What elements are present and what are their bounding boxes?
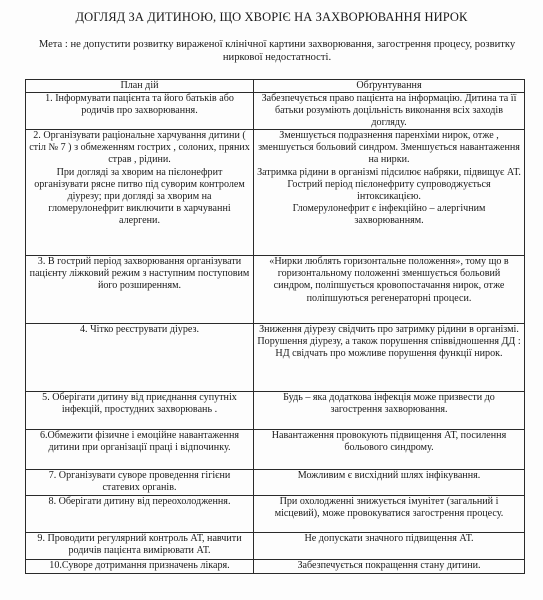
reason-cell: Забезпечується покращення стану дитини. [254,560,525,574]
plan-cell: 7. Організувати суворе проведення гігієни статевих органів. [26,470,254,496]
table-row [26,560,525,574]
table-row [26,496,525,533]
table-row [26,392,525,430]
reason-cell [254,324,525,392]
care-plan-table [25,79,525,574]
reason-cell: Не допускати значного підвищення АТ. [254,533,525,560]
table-row [26,130,525,256]
header-plan: План дій [26,80,254,93]
plan-cell [26,130,254,256]
reason-cell: «Нирки люблять горизонтальне положення», тому що в горизонтальному положенні зменшується больовий синдром, поліпшується кровопостачання нирок, отже поліпшуються регенераторні процеси. [254,256,525,324]
plan-cell: 10.Суворе дотримання призначень лікаря. [26,560,254,574]
plan-cell: 6.Обмежити фізичне і емоційне навантаження дитини при організації праці і відпочинку. [26,430,254,470]
cell-paragraph: Затримка рідини в організмі підсилює набряки, підвищує АТ. [257,166,521,178]
document-title: ДОГЛЯД ЗА ДИТИНОЮ, ЩО ХВОРІЄ НА ЗАХВОРЮВАННЯ НИРОК [75,10,468,24]
cell-paragraph: Зменшується подразнення паренхіми нирок, отже , зменшується больовий синдром. Зменшується навантаження на нирки. [258,130,520,166]
cell-paragraph: При догляді за хворим на пієлонефрит організувати рясне питво під суворим контролем діурезу; при догляді за хворим на гломерулонефрит виключити в харчуванні алергени. [34,166,245,226]
table-row [26,533,525,560]
table-row [26,324,525,392]
reason-cell: Забезпечується право пацієнта на інформацію. Дитина та її батьки розуміють доцільність виконання всіх заходів догляду. [254,93,525,130]
plan-cell: 9. Проводити регулярний контроль АТ, навчити родичів пацієнта вимірювати АТ. [26,533,254,560]
reason-cell: Будь – яка додаткова інфекція може призвести до загострення захворювання. [254,392,525,430]
plan-cell: 4. Чітко реєструвати діурез. [26,324,254,392]
cell-paragraph: 2. Організувати раціональне харчування дитини ( стіл № 7 ) з обмеженням гострих , солоних, пряних страв , рідини. [29,130,250,166]
reason-cell: Навантаження провокують підвищення АТ, посилення больового синдрому. [254,430,525,470]
header-reason: Обґрунтування [254,80,525,93]
reason-cell: При охолодженні знижується імунітет (загальний і місцевий), може провокуватися загострення процесу. [254,496,525,533]
plan-cell: 5. Оберігати дитину від приєднання супутніх інфекцій, простудних захворювань . [26,392,254,430]
document-goal: Мета : не допустити розвитку вираженої клінічної картини захворювання, загострення процесу, розвитку ниркової недостатності. [38,39,516,63]
table-header-row [26,80,525,93]
plan-cell: 1. Інформувати пацієнта та його батьків або родичів про захворювання. [26,93,254,130]
table-row [26,256,525,324]
cell-paragraph: Зниження діурезу свідчить про затримку рідини в організмі. [259,324,519,336]
table-row [26,470,525,496]
plan-cell: 8. Оберігати дитину від переохолодження. [26,496,254,533]
cell-paragraph: Гострий період пієлонефриту супроводжується інтоксикацією. [287,178,491,202]
cell-paragraph: Гломерулонефрит є інфекційно – алергічним захворюванням. [292,202,486,226]
plan-cell: 3. В гострий період захворювання організувати пацієнту ліжковий режим з наступним поступовим його розширенням. [26,256,254,324]
reason-cell [254,130,525,256]
cell-paragraph: Порушення діурезу, а також порушення співвідношення ДД : НД свідчать про можливе порушення функції нирок. [257,336,521,360]
table-row [26,430,525,470]
reason-cell: Можливим є висхідний шлях інфікування. [254,470,525,496]
table-row [26,93,525,130]
